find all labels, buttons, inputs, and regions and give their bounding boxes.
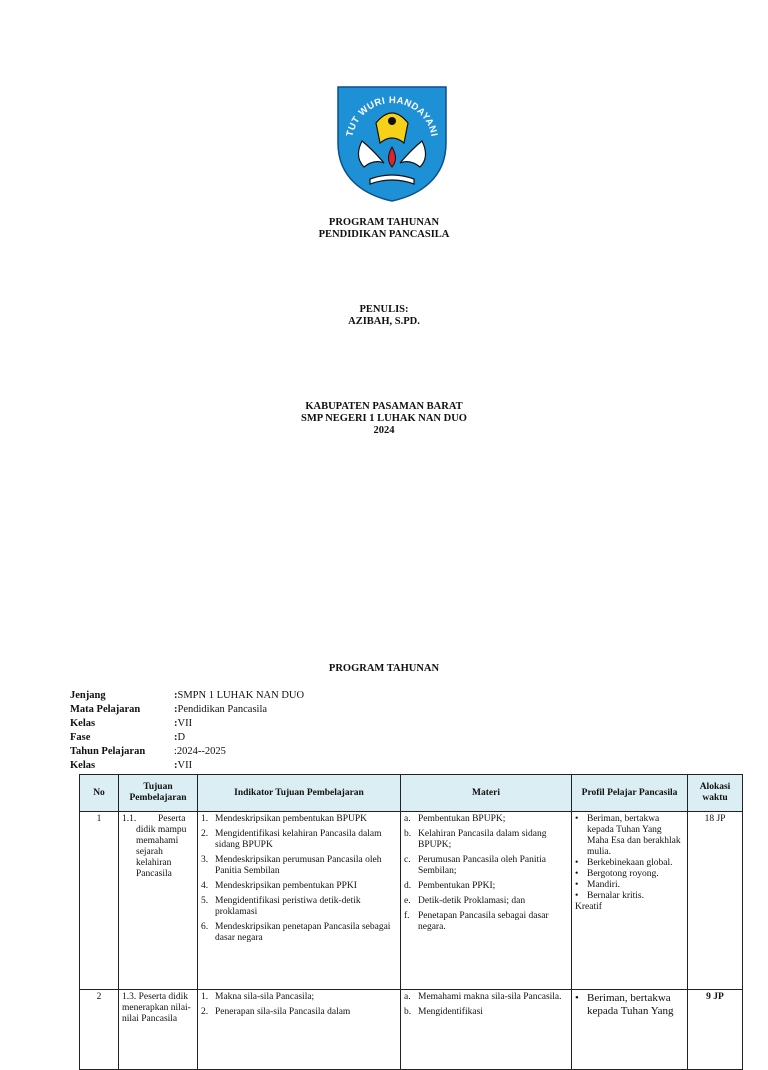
row-profil — [572, 812, 688, 990]
list-item: • Beriman, bertakwa kepada Tuhan Yang Maha Esa dan berakhlak mulia. — [575, 814, 681, 857]
year-text: 2024 — [373, 425, 395, 436]
header-materi: Materi — [401, 775, 572, 812]
table-row — [80, 990, 743, 1070]
list-item: d. Pembentukan PPKI; — [404, 881, 496, 891]
meta-colon: : — [174, 690, 178, 701]
meta-key: Fase — [70, 732, 91, 743]
profil-tail: Kreatif — [575, 902, 602, 912]
row-profil — [572, 990, 688, 1070]
header-no: No — [80, 775, 119, 812]
row-alokasi: 9 JP — [688, 990, 743, 1070]
meta-key: Kelas — [70, 760, 96, 771]
cover-title-line2: PENDIDIKAN PANCASILA — [318, 229, 450, 240]
row-no: 1 — [80, 812, 119, 990]
list-item: b. Mengidentifikasi — [404, 1007, 483, 1017]
meta-value: VII — [177, 718, 193, 729]
svg-text:TUT WURI HANDAYANI: TUT WURI HANDAYANI — [344, 94, 440, 138]
tujuan-number: 1.1. — [122, 814, 137, 824]
meta-colon: : — [174, 704, 178, 715]
institution-block — [0, 401, 768, 437]
list-item: 4. Mendeskripsikan pembentukan PPKI — [201, 881, 357, 891]
meta-key: Mata Pelajaran — [70, 704, 141, 715]
list-item: 2. Mengidentifikasi kelahiran Pancasila dalam sidang BPUPK — [201, 829, 382, 850]
list-item: a. Memahami makna sila-sila Pancasila. — [404, 992, 562, 1002]
header-profil: Profil Pelajar Pancasila — [572, 775, 688, 812]
row-materi — [401, 990, 572, 1070]
meta-colon: : — [174, 718, 178, 729]
table-header-row — [80, 775, 743, 812]
row-alokasi: 18 JP — [688, 812, 743, 990]
cover-title — [0, 217, 768, 241]
meta-value: D — [177, 732, 186, 743]
list-item: e. Detik-detik Proklamasi; dan — [404, 896, 526, 906]
section-title: PROGRAM TAHUNAN — [328, 663, 440, 674]
tujuan-text: Peserta didik mampu memahami sejarah kelahiran Pancasila — [136, 814, 187, 879]
row-indikator — [198, 812, 401, 990]
header-alokasi: Alokasi waktu — [688, 775, 743, 812]
header-tujuan: Tujuan Pembelajaran — [119, 775, 198, 812]
row-tujuan: 1.3. Peserta didik menerapkan nilai-nilai Pancasila — [119, 990, 198, 1070]
cover-title-line1: PROGRAM TAHUNAN — [328, 217, 440, 228]
meta-row — [70, 703, 304, 717]
list-item: 1. Mendeskripsikan pembentukan BPUPK — [201, 814, 367, 824]
list-item: b. Kelahiran Pancasila dalam sidang BPUPK; — [404, 829, 547, 850]
list-item: 5. Mengidentifikasi peristiwa detik-detik proklamasi — [201, 896, 361, 917]
author-label: PENULIS: — [359, 304, 409, 315]
tut-wuri-handayani-logo — [332, 83, 452, 203]
meta-value: Pendidikan Pancasila — [177, 704, 268, 715]
meta-row — [70, 745, 304, 759]
header-indikator: Indikator Tujuan Pembelajaran — [198, 775, 401, 812]
row-materi — [401, 812, 572, 990]
list-item: • Bergotong royong. — [575, 869, 659, 879]
list-item: 2. Penerapan sila-sila Pancasila dalam — [201, 1007, 351, 1017]
row-no: 2 — [80, 990, 119, 1070]
meta-row — [70, 689, 304, 703]
author-block — [0, 304, 768, 328]
list-item: • Mandiri. — [575, 880, 620, 890]
list-item: a. Pembentukan BPUPK; — [404, 814, 506, 824]
program-table — [79, 774, 743, 1070]
meta-key: Tahun Pelajaran — [70, 746, 146, 757]
row-tujuan — [119, 812, 198, 990]
list-item: f. Penetapan Pancasila sebagai dasar negara. — [404, 911, 549, 932]
meta-row — [70, 717, 304, 731]
meta-colon: : — [174, 732, 178, 743]
meta-row — [70, 759, 304, 773]
meta-row — [70, 731, 304, 745]
meta-info — [70, 689, 304, 773]
meta-key: Kelas — [70, 718, 96, 729]
list-item: • Berkebinekaan global. — [575, 858, 673, 868]
list-item: c. Perumusan Pancasila oleh Panitia Sembilan; — [404, 855, 546, 876]
author-name: AZIBAH, S.PD. — [348, 316, 420, 327]
meta-colon: : — [174, 760, 178, 771]
table-row — [80, 812, 743, 990]
list-item: 3. Mendeskripsikan perumusan Pancasila oleh Panitia Sembilan — [201, 855, 382, 876]
list-item: • Beriman, bertakwa kepada Tuhan Yang — [575, 992, 674, 1017]
list-item: 1. Makna sila-sila Pancasila; — [201, 992, 315, 1002]
meta-colon: : — [174, 746, 177, 757]
meta-value: 2024--2025 — [176, 746, 226, 757]
meta-value: VII — [177, 760, 193, 771]
list-item: 6. Mendeskripsikan penetapan Pancasila sebagai dasar negara — [201, 922, 391, 943]
meta-key: Jenjang — [70, 690, 106, 701]
meta-value: SMPN 1 LUHAK NAN DUO — [177, 690, 305, 701]
region-text: KABUPATEN PASAMAN BARAT — [305, 401, 463, 412]
row-indikator — [198, 990, 401, 1070]
list-item: • Bernalar kritis. — [575, 891, 644, 901]
school-text: SMP NEGERI 1 LUHAK NAN DUO — [301, 413, 467, 424]
